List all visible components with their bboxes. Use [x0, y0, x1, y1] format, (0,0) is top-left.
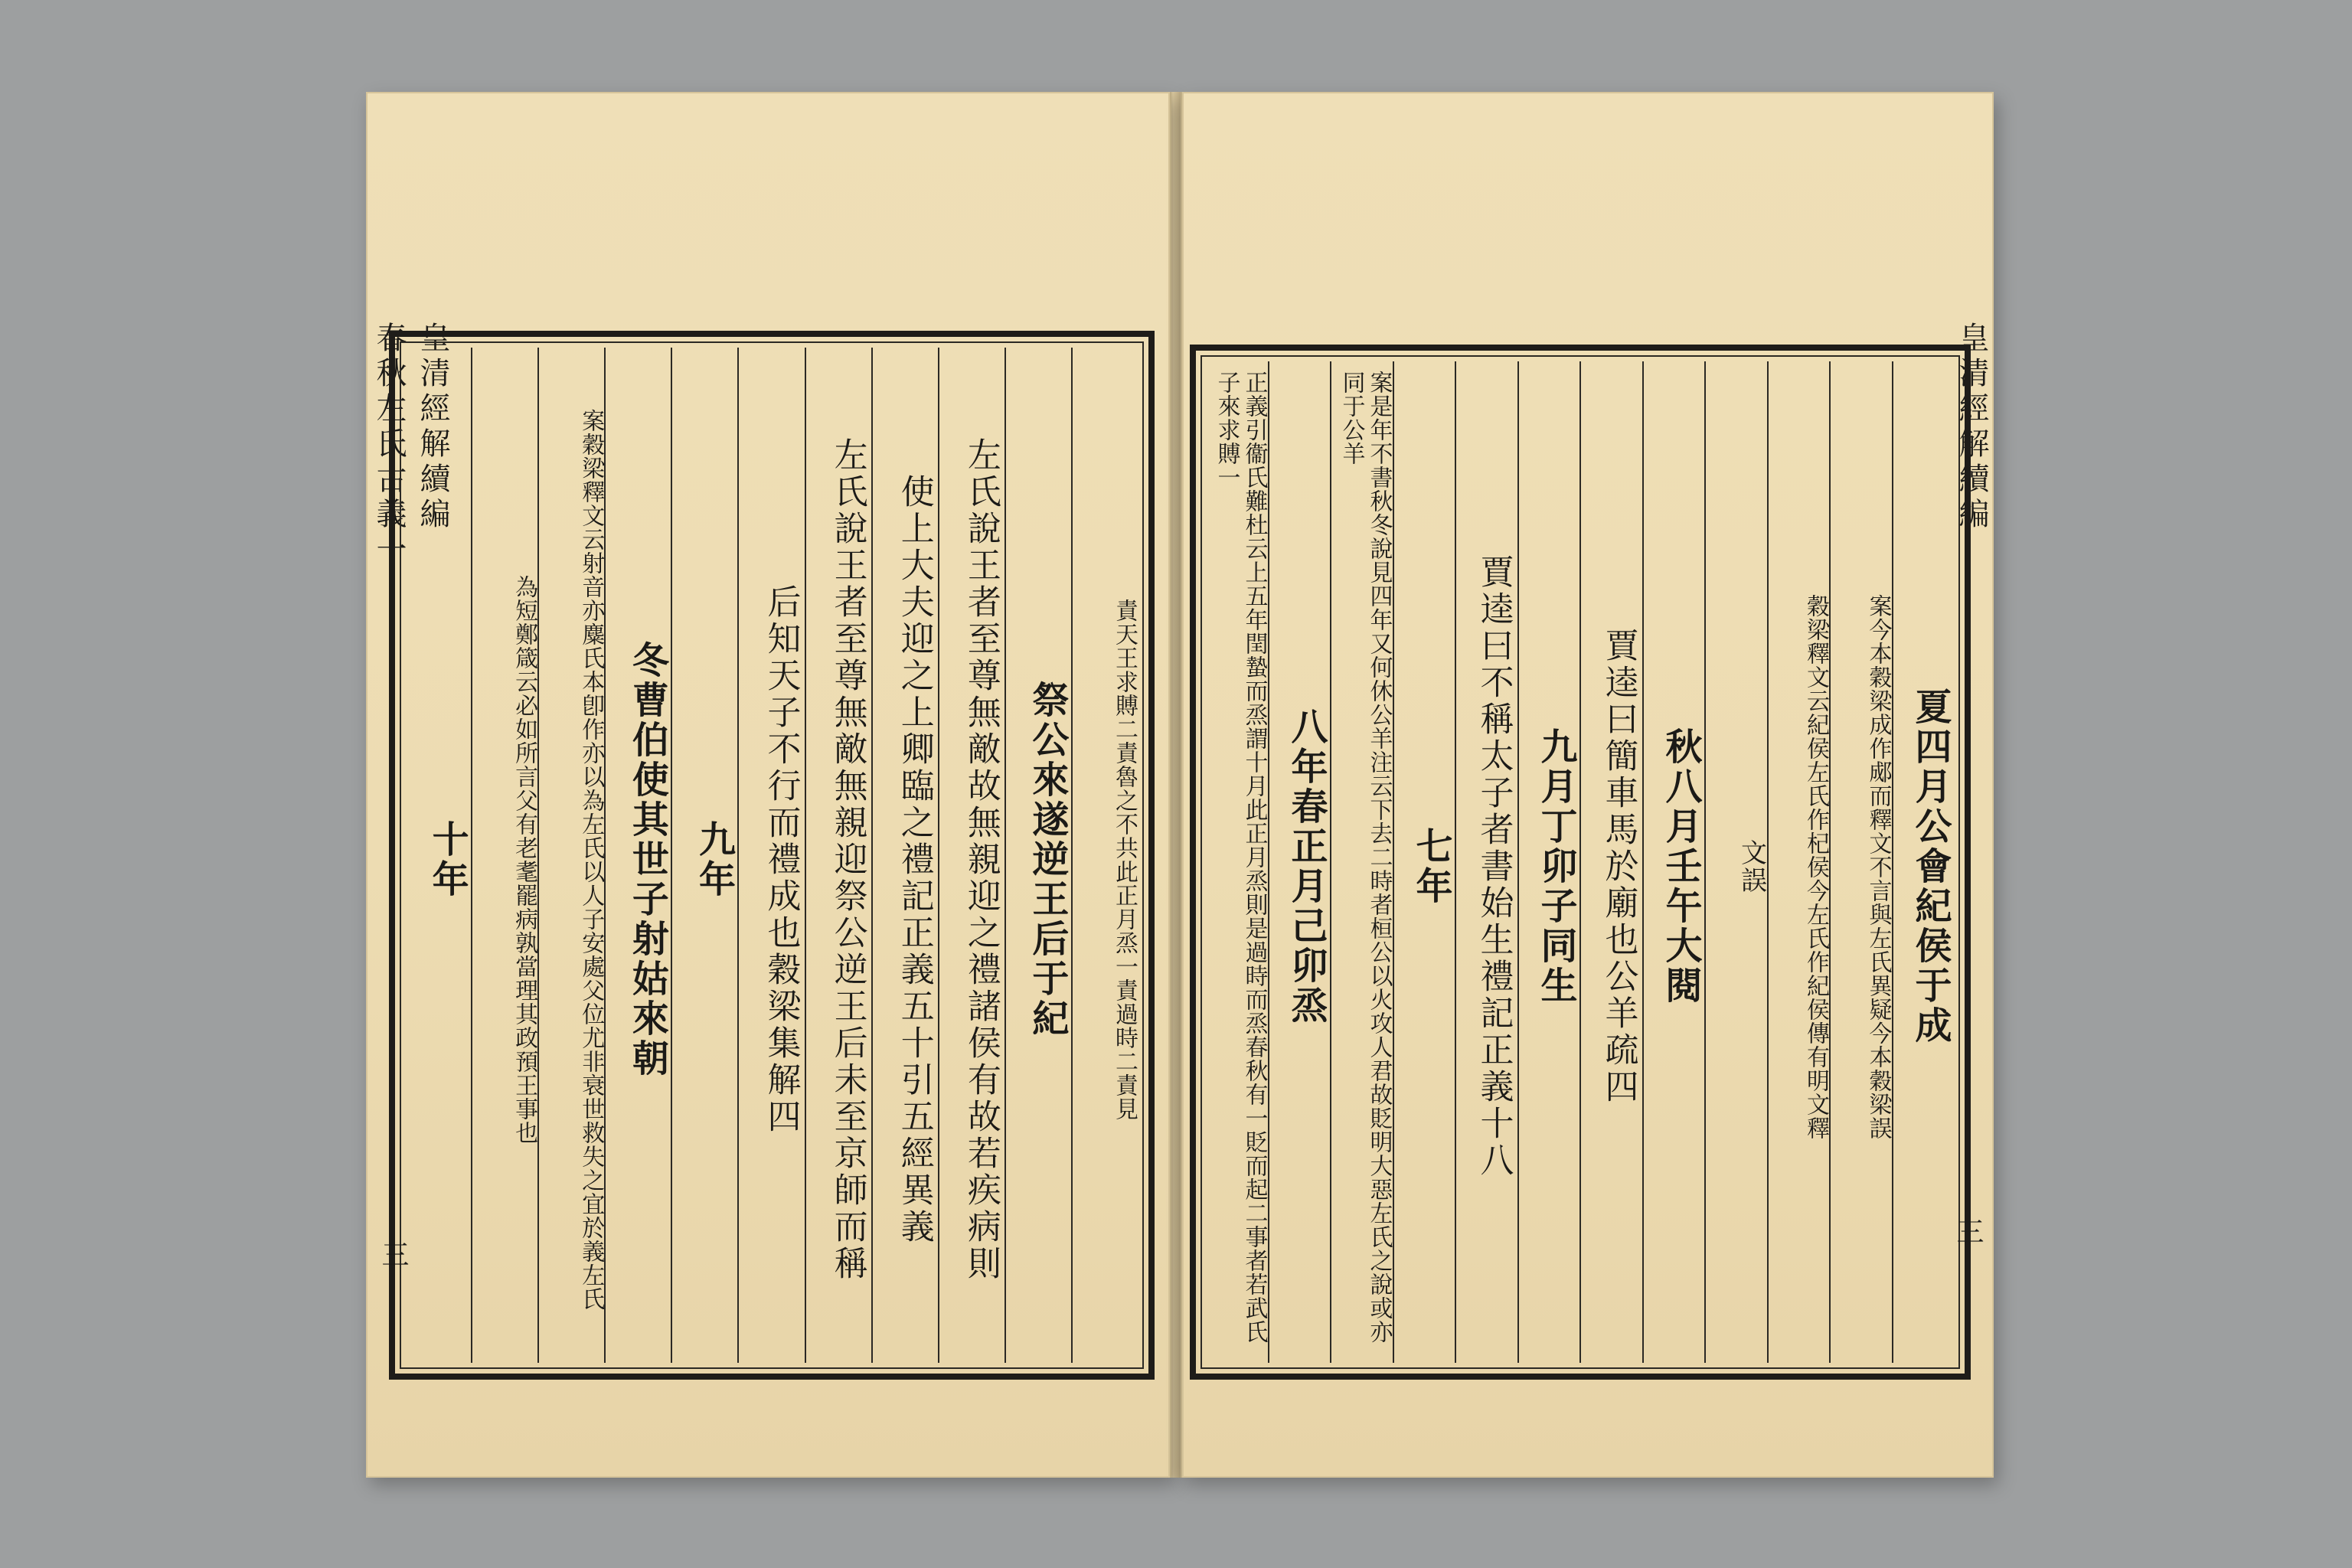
right-column-7: 九月丁卯子同生 — [1517, 361, 1580, 1363]
left-column-10: 為短鄭箴云必如所言父有老耄罷病孰當理其政預王事也 — [471, 348, 537, 1363]
left-page — [366, 92, 1171, 1478]
left-column-2: 祭公來遂逆王后于紀 — [1004, 348, 1071, 1363]
left-column-4: 使上大夫迎之上卿臨之禮記正義五十引五經異義 — [871, 348, 938, 1363]
right-text-columns — [1207, 361, 1954, 1363]
right-column-4: 文誤 — [1704, 361, 1767, 1363]
left-column-9: 案穀梁釋文云射音亦麋氏本卽作亦以為左氏以人子安處父位尤非衰世救失之宜於義左氏 — [537, 348, 604, 1363]
left-column-3: 左氏說王者至尊無敵故無親迎之禮諸侯有故若疾病則 — [938, 348, 1004, 1363]
right-column-9: 七年 — [1393, 361, 1455, 1363]
right-column-8: 賈逵曰不稱太子者書始生禮記正義十八 — [1455, 361, 1517, 1363]
right-column-6: 賈逵曰簡車馬於廟也公羊疏四 — [1579, 361, 1642, 1363]
left-column-1: 責天王求賻二責魯之不共此正月烝一責過時二責見 — [1071, 348, 1138, 1363]
left-book-title: 皇清經解續編 — [415, 322, 450, 533]
right-text-frame — [1190, 345, 1971, 1380]
right-column-5: 秋八月壬午大閱 — [1642, 361, 1705, 1363]
left-folio-number: 三 — [377, 1240, 409, 1268]
left-column-8: 冬曹伯使其世子射姑來朝 — [604, 348, 671, 1363]
right-column-12: 正義引衞氏難杜云上五年閏蟄而烝謂十月此正月烝則是過時而烝春秋有一貶而起二事者若武氏子來求賻一 — [1213, 371, 1268, 1344]
right-column-10: 案是年不書秋冬說見四年又何休公羊注云下去二時者桓公以火攻人君故貶明大惡左氏之說或亦同于公羊 — [1330, 361, 1393, 1363]
right-column-11: 八年春正月己卯烝 — [1268, 361, 1331, 1363]
right-page — [1181, 92, 1994, 1478]
open-book — [360, 92, 1998, 1478]
left-text-columns — [406, 348, 1138, 1363]
left-column-5: 左氏說王者至尊無敵無親迎祭公逆王后未至京師而稱 — [805, 348, 871, 1363]
left-section-title: 春秋左氏古義一 — [371, 322, 407, 568]
left-text-frame — [389, 331, 1155, 1380]
right-column-2: 案今本穀梁成作郕而釋文不言與左氏異疑今本穀梁誤 — [1829, 361, 1892, 1363]
right-column-3: 穀梁釋文云紀侯左氏作杞侯今左氏作紀侯傳有明文釋 — [1767, 361, 1830, 1363]
right-column-1: 夏四月公會紀侯于成 — [1892, 361, 1955, 1363]
left-column-6: 后知天子不行而禮成也穀梁集解四 — [737, 348, 804, 1363]
right-book-title: 皇清經解續編 — [1954, 322, 1989, 533]
left-column-11: 十年 — [426, 820, 469, 900]
left-column-7: 九年 — [671, 348, 737, 1363]
right-folio-number: 三 — [1952, 1217, 1984, 1245]
